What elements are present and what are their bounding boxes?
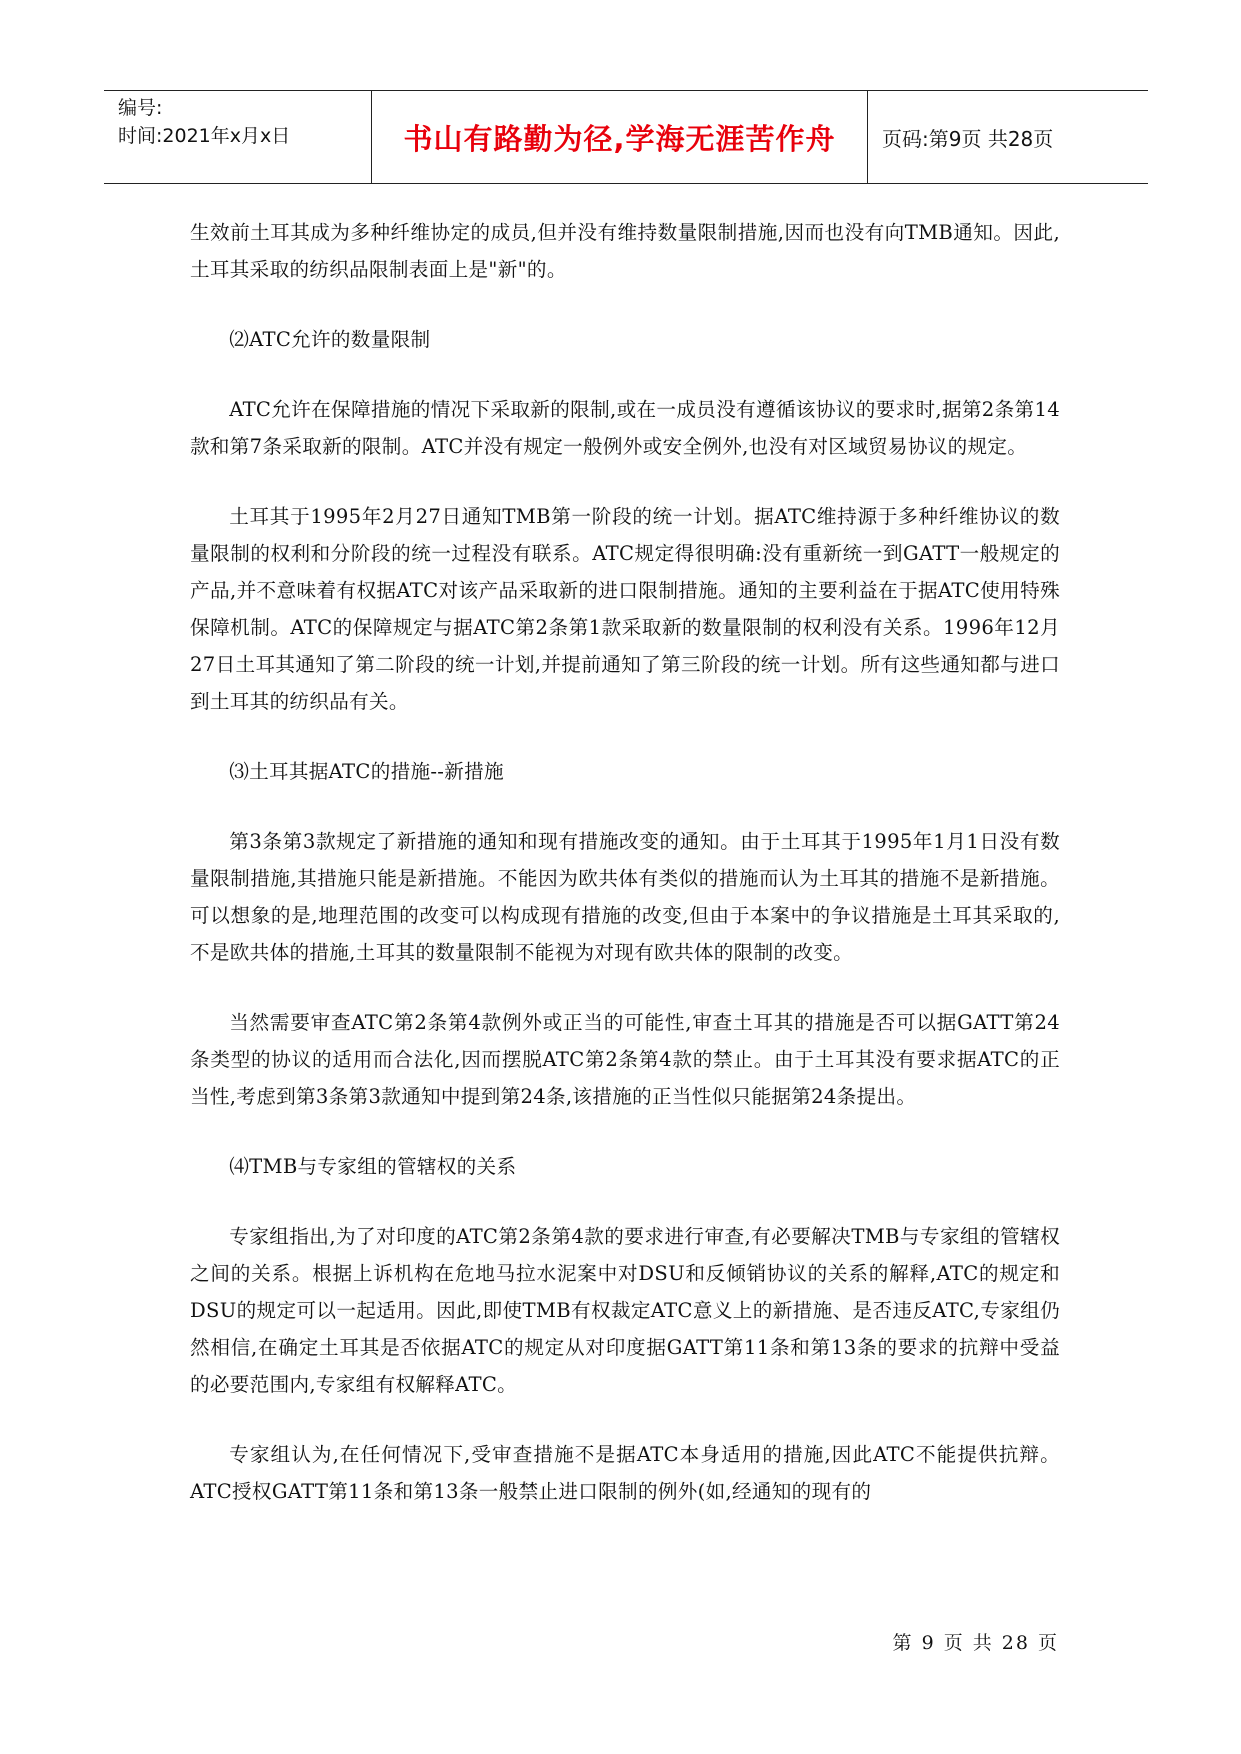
body-paragraph: 专家组指出,为了对印度的ATC第2条第4款的要求进行审查,有必要解决TMB与专家组的管辖权之间的关系。根据上诉机构在危地马拉水泥案中对DSU和反倾销协议的关系的解释,ATC的规定和DSU的规定可以一起适用。因此,即使TMB有权裁定ATC意义上的新措施、是否违反ATC,专家组仍然相信,在确定土耳其是否依据ATC的规定从对印度据GATT第11条和第13条的要求的抗辩中受益的必要范围内,专家组有权解释ATC。 [190,1225,1060,1396]
body-paragraph: 生效前土耳其成为多种纤维协定的成员,但并没有维持数量限制措施,因而也没有向TMB通知。因此,土耳其采取的纺织品限制表面上是"新"的。 [190,221,1060,281]
document-time-label: 时间:2021年x月x日 [118,125,291,147]
header-page-number: 页码:第9页 共28页 [882,126,1054,151]
section-heading: ⑵ATC允许的数量限制 [229,328,431,351]
page-header [104,90,1148,184]
header-motto: 书山有路勤为径,学海无涯苦作舟 [403,121,836,156]
document-number-label: 编号: [118,97,163,119]
header-page-cell [868,91,1148,183]
header-motto-cell [372,91,868,183]
body-paragraph: 专家组认为,在任何情况下,受审查措施不是据ATC本身适用的措施,因此ATC不能提供抗辩。ATC授权GATT第11条和第13条一般禁止进口限制的例外(如,经通知的现有的 [190,1443,1060,1503]
header-meta-cell [104,91,372,183]
document-body [190,214,1060,1543]
body-paragraph: 当然需要审查ATC第2条第4款例外或正当的可能性,审查土耳其的措施是否可以据GATT第24条类型的协议的适用而合法化,因而摆脱ATC第2条第4款的禁止。由于土耳其没有要求据ATC的正当性,考虑到第3条第3款通知中提到第24条,该措施的正当性似只能据第24条提出。 [190,1011,1060,1108]
body-paragraph: 土耳其于1995年2月27日通知TMB第一阶段的统一计划。据ATC维持源于多种纤维协议的数量限制的权利和分阶段的统一过程没有联系。ATC规定得很明确:没有重新统一到GATT一般规定的产品,并不意味着有权据ATC对该产品采取新的进口限制措施。通知的主要利益在于据ATC使用特殊保障机制。ATC的保障规定与据ATC第2条第1款采取新的数量限制的权利没有关系。1996年12月27日土耳其通知了第二阶段的统一计划,并提前通知了第三阶段的统一计划。所有这些通知都与进口到土耳其的纺织品有关。 [190,505,1060,713]
body-paragraph: 第3条第3款规定了新措施的通知和现有措施改变的通知。由于土耳其于1995年1月1日没有数量限制措施,其措施只能是新措施。不能因为欧共体有类似的措施而认为土耳其的措施不是新措施。可以想象的是,地理范围的改变可以构成现有措施的改变,但由于本案中的争议措施是土耳其采取的,不是欧共体的措施,土耳其的数量限制不能视为对现有欧共体的限制的改变。 [190,830,1060,964]
body-paragraph: ATC允许在保障措施的情况下采取新的限制,或在一成员没有遵循该协议的要求时,据第2条第14款和第7条采取新的限制。ATC并没有规定一般例外或安全例外,也没有对区域贸易协议的规定。 [190,398,1060,458]
section-heading: ⑷TMB与专家组的管辖权的关系 [229,1155,517,1178]
section-heading: ⑶土耳其据ATC的措施--新措施 [229,760,504,783]
page-footer-number: 第 9 页 共 28 页 [892,1632,1059,1654]
